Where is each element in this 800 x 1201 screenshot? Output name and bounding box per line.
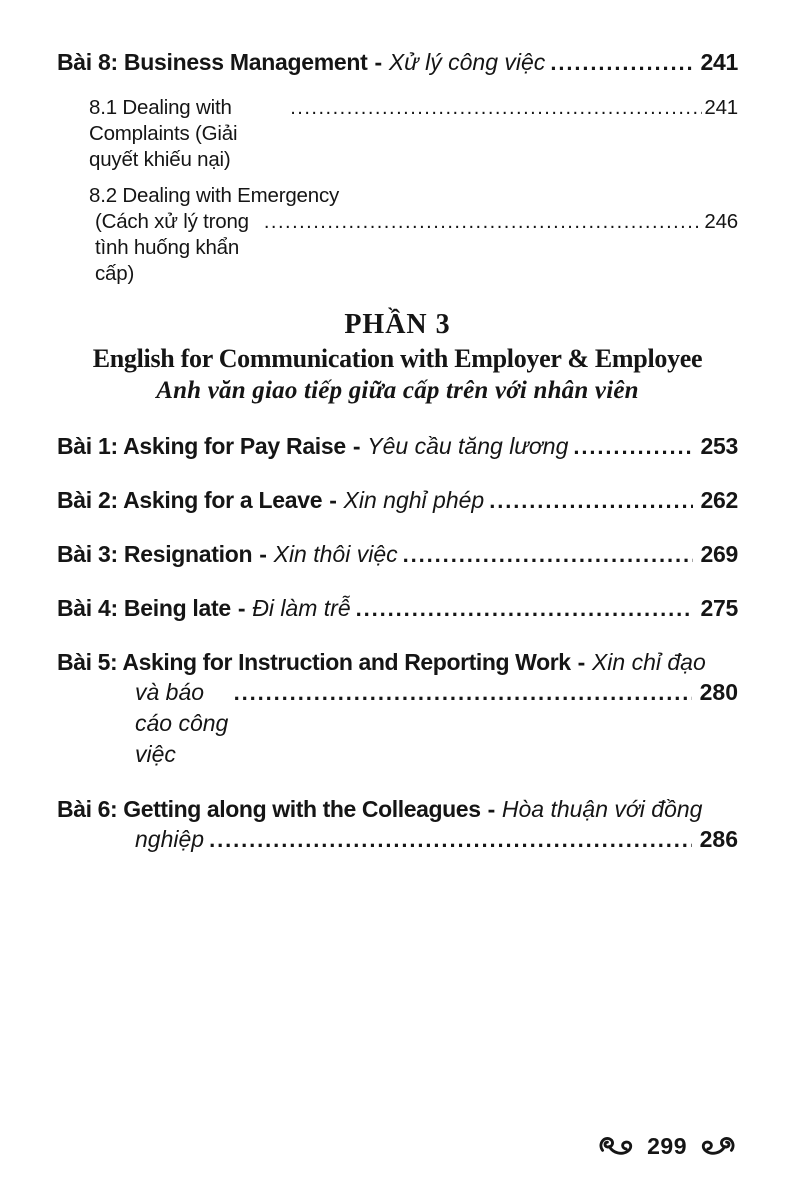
toc-entry-title-en: Bài 8: Business Management bbox=[57, 49, 368, 75]
toc-entry-bai-3 bbox=[57, 540, 738, 569]
toc-entry-title-en: Bài 5: Asking for Instruction and Reporting Work bbox=[57, 649, 571, 675]
fleuron-swirl-left-icon bbox=[596, 1134, 638, 1159]
title-separator: - bbox=[329, 487, 337, 513]
toc-entry-bai-4 bbox=[57, 594, 738, 623]
toc-subentry-text-line2: (Cách xử lý trong tình huống khẩn cấp) bbox=[95, 210, 249, 285]
toc-entry-title-en: Bài 6: Getting along with the Colleagues bbox=[57, 796, 481, 822]
title-separator: - bbox=[577, 649, 585, 675]
toc-entry-title-line1 bbox=[57, 795, 738, 824]
section-title-english: English for Communication with Employer & Employee bbox=[92, 344, 703, 373]
folio-page-number: 299 bbox=[647, 1133, 687, 1159]
toc-entry-page-number: 280 bbox=[699, 679, 738, 705]
dot-leader bbox=[356, 594, 693, 623]
dot-leader bbox=[209, 824, 692, 855]
dot-leader bbox=[234, 677, 692, 708]
toc-entry-page-number: 269 bbox=[700, 541, 738, 567]
toc-entry-title bbox=[57, 486, 484, 514]
toc-subentry-text: 8.1 Dealing with Complaints (Giải quyết khiếu nại) bbox=[89, 96, 238, 171]
toc-entry-title bbox=[57, 540, 398, 568]
toc-entry-title-line2 bbox=[57, 824, 738, 855]
toc-entry-page-number: 275 bbox=[700, 595, 738, 621]
toc-page-content bbox=[57, 48, 738, 855]
toc-entry-title-vi: Xử lý công việc bbox=[388, 49, 546, 75]
toc-entry-title-vi-continued: và báo cáo công việc bbox=[135, 679, 229, 767]
toc-entry-bai-5 bbox=[57, 648, 738, 770]
page-footer bbox=[0, 1133, 800, 1160]
dot-leader bbox=[573, 432, 692, 461]
toc-entry-page-number: 253 bbox=[700, 433, 738, 459]
toc-entry-title-vi: Hòa thuận với đồng bbox=[501, 796, 703, 822]
dot-leader bbox=[290, 95, 702, 121]
dot-leader bbox=[489, 486, 692, 515]
toc-entry-title-vi-continued: nghiệp bbox=[135, 826, 205, 852]
dot-leader bbox=[264, 209, 703, 235]
toc-subentry-page-number: 246 bbox=[704, 210, 738, 233]
toc-entry-bai-8 bbox=[57, 48, 738, 77]
dot-leader bbox=[550, 48, 692, 77]
toc-subentry-8-1 bbox=[57, 95, 738, 173]
dot-leader bbox=[403, 540, 693, 569]
toc-entry-title bbox=[57, 432, 568, 460]
toc-entry-title-en: Bài 2: Asking for a Leave bbox=[57, 487, 323, 513]
toc-entry-title-en: Bài 1: Asking for Pay Raise bbox=[57, 433, 346, 459]
toc-entry-bai-1 bbox=[57, 432, 738, 461]
toc-subentry-text-line1: 8.2 Dealing with Emergency bbox=[89, 184, 340, 207]
toc-entry-page-number: 286 bbox=[699, 826, 738, 852]
toc-entry-title-vi: Yêu cầu tăng lương bbox=[367, 433, 569, 459]
fleuron-swirl-right-icon bbox=[696, 1134, 738, 1159]
title-separator: - bbox=[374, 49, 382, 75]
part-label: PHẦN 3 bbox=[344, 309, 451, 340]
toc-entry-title bbox=[57, 48, 545, 76]
toc-entry-page-number: 262 bbox=[700, 487, 738, 513]
toc-entry-title-line1 bbox=[57, 648, 738, 677]
title-separator: - bbox=[237, 595, 246, 621]
section-heading bbox=[57, 309, 738, 405]
toc-entry-title-vi: Xin chỉ đạo bbox=[591, 649, 706, 675]
section-title-vietnamese: Anh văn giao tiếp giữa cấp trên với nhân viên bbox=[156, 377, 639, 404]
toc-entry-bai-6 bbox=[57, 795, 738, 855]
toc-entry-page-number: 241 bbox=[700, 49, 738, 75]
toc-subentry-line2 bbox=[89, 209, 738, 287]
toc-entry-title-vi: Xin thôi việc bbox=[273, 541, 398, 567]
title-separator: - bbox=[259, 541, 267, 567]
toc-entry-bai-2 bbox=[57, 486, 738, 515]
toc-subentry-8-2 bbox=[57, 183, 738, 287]
title-separator: - bbox=[352, 433, 361, 459]
toc-entry-title-line2 bbox=[57, 677, 738, 770]
toc-entry-title-en: Bài 4: Being late bbox=[57, 595, 231, 621]
title-separator: - bbox=[487, 796, 495, 822]
toc-entry-title bbox=[57, 594, 351, 622]
toc-subentry-page-number: 241 bbox=[704, 96, 738, 119]
toc-entry-title-vi: Đi làm trễ bbox=[252, 595, 351, 621]
toc-entry-title-en: Bài 3: Resignation bbox=[57, 541, 253, 567]
toc-entry-title-vi: Xin nghỉ phép bbox=[343, 487, 485, 513]
